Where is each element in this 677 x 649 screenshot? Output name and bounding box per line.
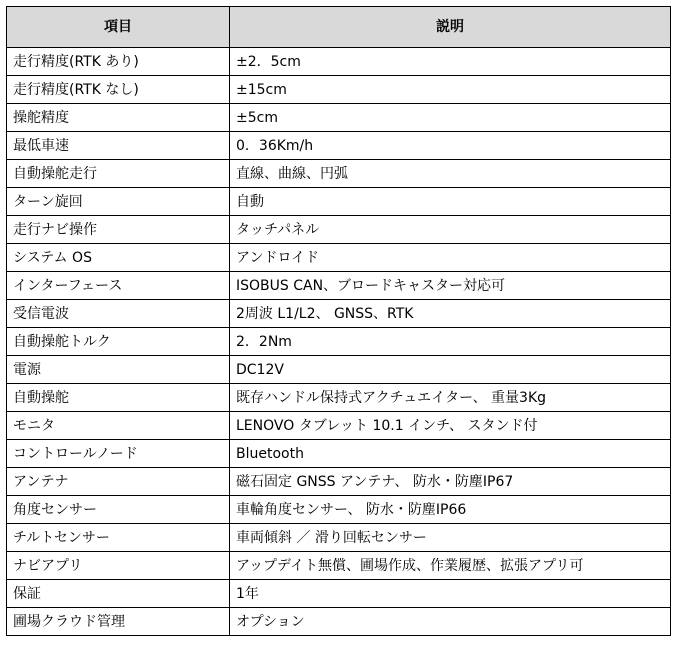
description-cell: オプション [230,608,671,636]
table-row [7,580,671,608]
header-row [7,7,671,48]
header-item: 項目 [7,7,230,48]
item-cell: 保証 [7,580,230,608]
table-header [7,7,671,48]
description-cell: アンドロイド [230,244,671,272]
description-cell: ±2．5cm [230,48,671,76]
header-description: 説明 [230,7,671,48]
item-cell: 受信電波 [7,300,230,328]
table-row [7,300,671,328]
item-cell: ナビアプリ [7,552,230,580]
table-row [7,104,671,132]
table-row [7,608,671,636]
description-cell: 自動 [230,188,671,216]
table-row [7,440,671,468]
item-cell: 圃場クラウド管理 [7,608,230,636]
item-cell: 自動操舵トルク [7,328,230,356]
item-cell: 最低車速 [7,132,230,160]
table-row [7,384,671,412]
description-cell: 0．36Km/h [230,132,671,160]
table-row [7,160,671,188]
description-cell: LENOVO タブレット 10.1 インチ、 スタンド付 [230,412,671,440]
item-cell: 電源 [7,356,230,384]
description-cell: 車両傾斜 ／ 滑り回転センサー [230,524,671,552]
table-row [7,524,671,552]
description-cell: ±15cm [230,76,671,104]
item-cell: システム OS [7,244,230,272]
description-cell: 2周波 L1/L2、 GNSS、RTK [230,300,671,328]
item-cell: 自動操舵走行 [7,160,230,188]
table-row [7,412,671,440]
item-cell: 走行精度(RTK あり) [7,48,230,76]
table-row [7,76,671,104]
description-cell: ±5cm [230,104,671,132]
table-row [7,328,671,356]
table-row [7,356,671,384]
description-cell: タッチパネル [230,216,671,244]
item-cell: 自動操舵 [7,384,230,412]
item-cell: ターン旋回 [7,188,230,216]
description-cell: ISOBUS CAN、ブロードキャスター対応可 [230,272,671,300]
item-cell: 走行精度(RTK なし) [7,76,230,104]
item-cell: アンテナ [7,468,230,496]
description-cell: 直線、曲線、円弧 [230,160,671,188]
item-cell: 角度センサー [7,496,230,524]
table-body [7,48,671,636]
description-cell: 2．2Nm [230,328,671,356]
table-row [7,132,671,160]
item-cell: インターフェース [7,272,230,300]
table-row [7,272,671,300]
item-cell: コントロールノード [7,440,230,468]
table-row [7,216,671,244]
spec-table [6,6,671,636]
table-row [7,496,671,524]
item-cell: モニタ [7,412,230,440]
description-cell: アップデイト無償、圃場作成、作業履歴、拡張アプリ可 [230,552,671,580]
table-row [7,468,671,496]
table-row [7,48,671,76]
description-cell: Bluetooth [230,440,671,468]
table-row [7,188,671,216]
item-cell: 走行ナビ操作 [7,216,230,244]
description-cell: 既存ハンドル保持式アクチュエイター、 重量3Kg [230,384,671,412]
description-cell: DC12V [230,356,671,384]
description-cell: 1年 [230,580,671,608]
table-row [7,552,671,580]
description-cell: 車輪角度センサー、 防水・防塵IP66 [230,496,671,524]
item-cell: チルトセンサー [7,524,230,552]
description-cell: 磁石固定 GNSS アンテナ、 防水・防塵IP67 [230,468,671,496]
item-cell: 操舵精度 [7,104,230,132]
table-row [7,244,671,272]
